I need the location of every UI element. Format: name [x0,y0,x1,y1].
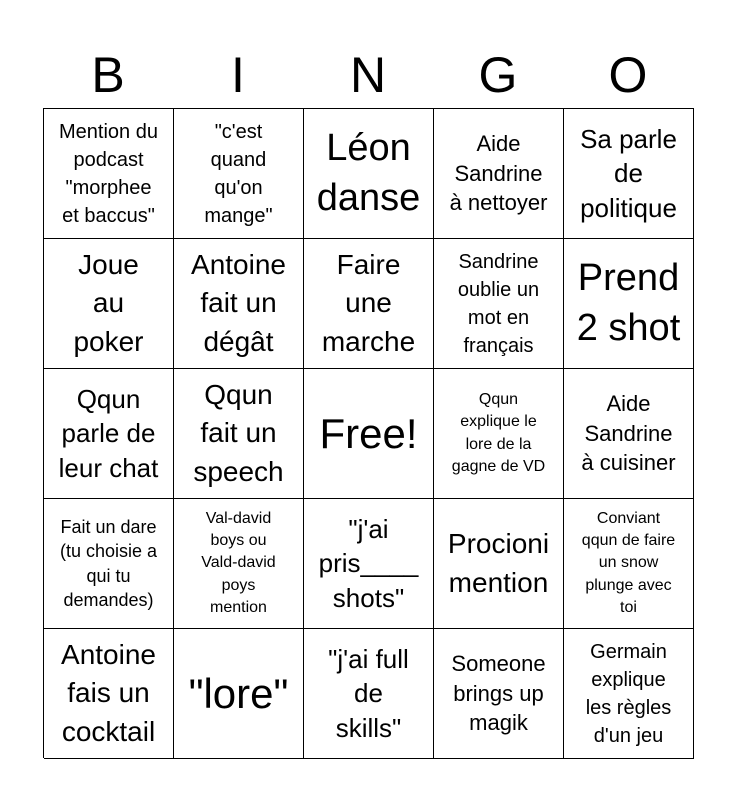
bingo-cell[interactable] [44,109,174,239]
bingo-cell[interactable] [44,629,174,759]
bingo-cell[interactable] [564,499,694,629]
header-letter-b: B [91,47,125,103]
cell-text: Aide Sandrine à nettoyer [449,130,548,216]
cell-text: Germain explique les règles d'un jeu [585,640,672,747]
cell-text: Sa parle de politique [580,124,677,223]
bingo-cell[interactable] [174,109,304,239]
cell-text: Qqun fait un speech [193,379,284,487]
header-letter-i: I [231,47,245,103]
cell-text: Antoine fait un dégât [191,249,286,357]
bingo-cell[interactable] [174,239,304,369]
cell-text: Val-david boys ou Vald-david poys mention [201,509,276,617]
cell-text: Free! [319,409,418,457]
bingo-cell[interactable] [434,629,564,759]
bingo-cell[interactable] [434,369,564,499]
cell-text: Fait un dare (tu choisie a qui tu demandes) [59,516,158,610]
cell-text: Someone brings up magik [451,650,546,736]
header-letter-n: N [349,47,387,103]
bingo-cell[interactable] [434,109,564,239]
cell-text: Mention du podcast "morphee et baccus" [59,120,158,227]
cell-text: Joue au poker [73,249,144,357]
header-letter-g: G [478,47,518,103]
cell-text: Sandrine oublie un mot en français [457,250,540,357]
bingo-cell[interactable] [564,239,694,369]
bingo-board [43,108,694,758]
bingo-cell[interactable] [564,369,694,499]
cell-text: "c'est quand qu'on mange" [204,120,273,227]
bingo-cell[interactable] [44,369,174,499]
cell-text: Conviant qqun de faire un snow plunge avec toi [581,509,676,617]
bingo-cell[interactable] [564,109,694,239]
cell-text: Faire une marche [321,249,416,357]
bingo-cell[interactable] [304,239,434,369]
bingo-cell[interactable] [304,109,434,239]
bingo-header [43,44,693,106]
bingo-cell[interactable] [564,629,694,759]
header-letter-o: O [608,47,648,103]
bingo-cell[interactable] [434,239,564,369]
cell-text: Procioni mention [447,528,550,598]
cell-text: Aide Sandrine à cuisiner [581,390,676,476]
bingo-cell[interactable] [304,629,434,759]
bingo-cell[interactable] [44,239,174,369]
bingo-cell[interactable] [434,499,564,629]
cell-text: Antoine fais un cocktail [61,639,156,747]
cell-text: Prend 2 shot [576,257,681,349]
bingo-cell[interactable] [174,499,304,629]
cell-text: Qqun explique le lore de la gagne de VD [451,390,546,475]
bingo-free-cell[interactable] [304,369,434,499]
cell-text: "lore" [188,669,289,717]
cell-text: Qqun parle de leur chat [58,384,159,483]
cell-text: Léon danse [316,127,421,219]
cell-text: "j'ai full de skills" [328,644,409,743]
bingo-cell[interactable] [174,629,304,759]
bingo-cell[interactable] [174,369,304,499]
bingo-cell[interactable] [44,499,174,629]
bingo-cell[interactable] [304,499,434,629]
cell-text: "j'ai pris____ shots" [318,514,419,613]
